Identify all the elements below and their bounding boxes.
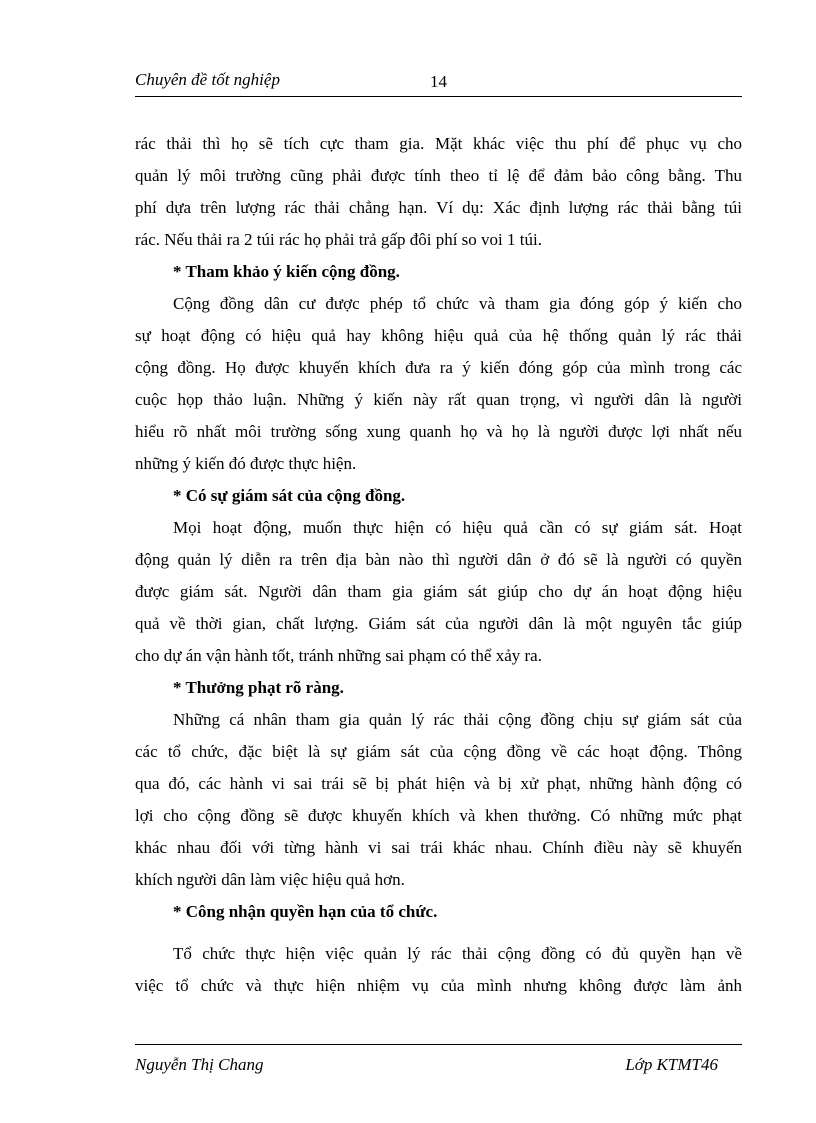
- text-line: khác nhau đối với từng hành vi sai trái khác nhau. Chính điều này sẽ khuyến: [135, 838, 742, 857]
- text-line: được giám sát. Người dân tham gia giám sát giúp cho dự án hoạt động hiệu: [135, 582, 742, 601]
- paragraph-gap: [135, 931, 742, 941]
- footer-author: Nguyễn Thị Chang: [135, 1055, 264, 1074]
- section-heading: * Công nhận quyền hạn của tổ chức.: [173, 902, 438, 921]
- text-line: Tổ chức thực hiện việc quản lý rác thải cộng đồng có đủ quyền hạn về: [173, 944, 742, 963]
- header-rule: [135, 96, 742, 97]
- page-number: 14: [430, 72, 447, 91]
- header-title: Chuyên đề tốt nghiệp: [135, 70, 280, 89]
- text-line: phí dựa trên lượng rác thải chẳng hạn. Ví dụ: Xác định lượng rác thải bằng túi: [135, 198, 742, 217]
- text-line: việc tổ chức và thực hiện nhiệm vụ của mình nhưng không được làm ảnh: [135, 976, 742, 995]
- text-line: rác thải thì họ sẽ tích cực tham gia. Mặt khác việc thu phí để phục vụ cho: [135, 134, 742, 153]
- text-line: lợi cho cộng đồng sẽ được khuyến khích và khen thưởng. Có những mức phạt: [135, 806, 742, 825]
- text-line: Mọi hoạt động, muốn thực hiện có hiệu quả cần có sự giám sát. Hoạt: [173, 518, 742, 537]
- text-line: những ý kiến đó được thực hiện.: [135, 454, 357, 473]
- text-line: cho dự án vận hành tốt, tránh những sai phạm có thể xảy ra.: [135, 646, 542, 665]
- section-heading: * Có sự giám sát của cộng đồng.: [173, 486, 406, 505]
- body-text: [135, 131, 742, 1005]
- text-line: các tổ chức, đặc biệt là sự giám sát của cộng đồng về các hoạt động. Thông: [135, 742, 742, 761]
- text-line: qua đó, các hành vi sai trái sẽ bị phát hiện và bị xử phạt, những hành động có: [135, 774, 742, 793]
- text-line: cộng đồng. Họ được khuyến khích đưa ra ý kiến đóng góp của mình trong các: [135, 358, 742, 377]
- footer-rule: [135, 1044, 742, 1045]
- text-line: quả về thời gian, chất lượng. Giám sát của người dân là một nguyên tắc giúp: [135, 614, 742, 633]
- section-heading: * Tham khảo ý kiến cộng đồng.: [173, 262, 400, 281]
- text-line: Những cá nhân tham gia quản lý rác thải cộng đồng chịu sự giám sát của: [173, 710, 742, 729]
- text-line: rác. Nếu thải ra 2 túi rác họ phải trả gấp đôi phí so voi 1 túi.: [135, 230, 542, 249]
- text-line: động quản lý diễn ra trên địa bàn nào thì người dân ở đó sẽ là người có quyền: [135, 550, 742, 569]
- section-heading: * Thưởng phạt rõ ràng.: [173, 678, 344, 697]
- text-line: hiểu rõ nhất môi trường sống xung quanh họ và họ là người được lợi nhất nếu: [135, 422, 742, 441]
- text-line: cuộc họp thảo luận. Những ý kiến này rất quan trọng, vì người dân là người: [135, 390, 742, 409]
- text-line: Cộng đồng dân cư được phép tổ chức và tham gia đóng góp ý kiến cho: [173, 294, 742, 313]
- text-line: khích người dân làm việc hiệu quả hơn.: [135, 870, 405, 889]
- footer-class: Lớp KTMT46: [625, 1055, 718, 1074]
- text-line: quản lý môi trường cũng phải được tính theo tỉ lệ để đảm bảo công bằng. Thu: [135, 166, 742, 185]
- text-line: sự hoạt động có hiệu quả hay không hiệu quả của hệ thống quản lý rác thải: [135, 326, 742, 345]
